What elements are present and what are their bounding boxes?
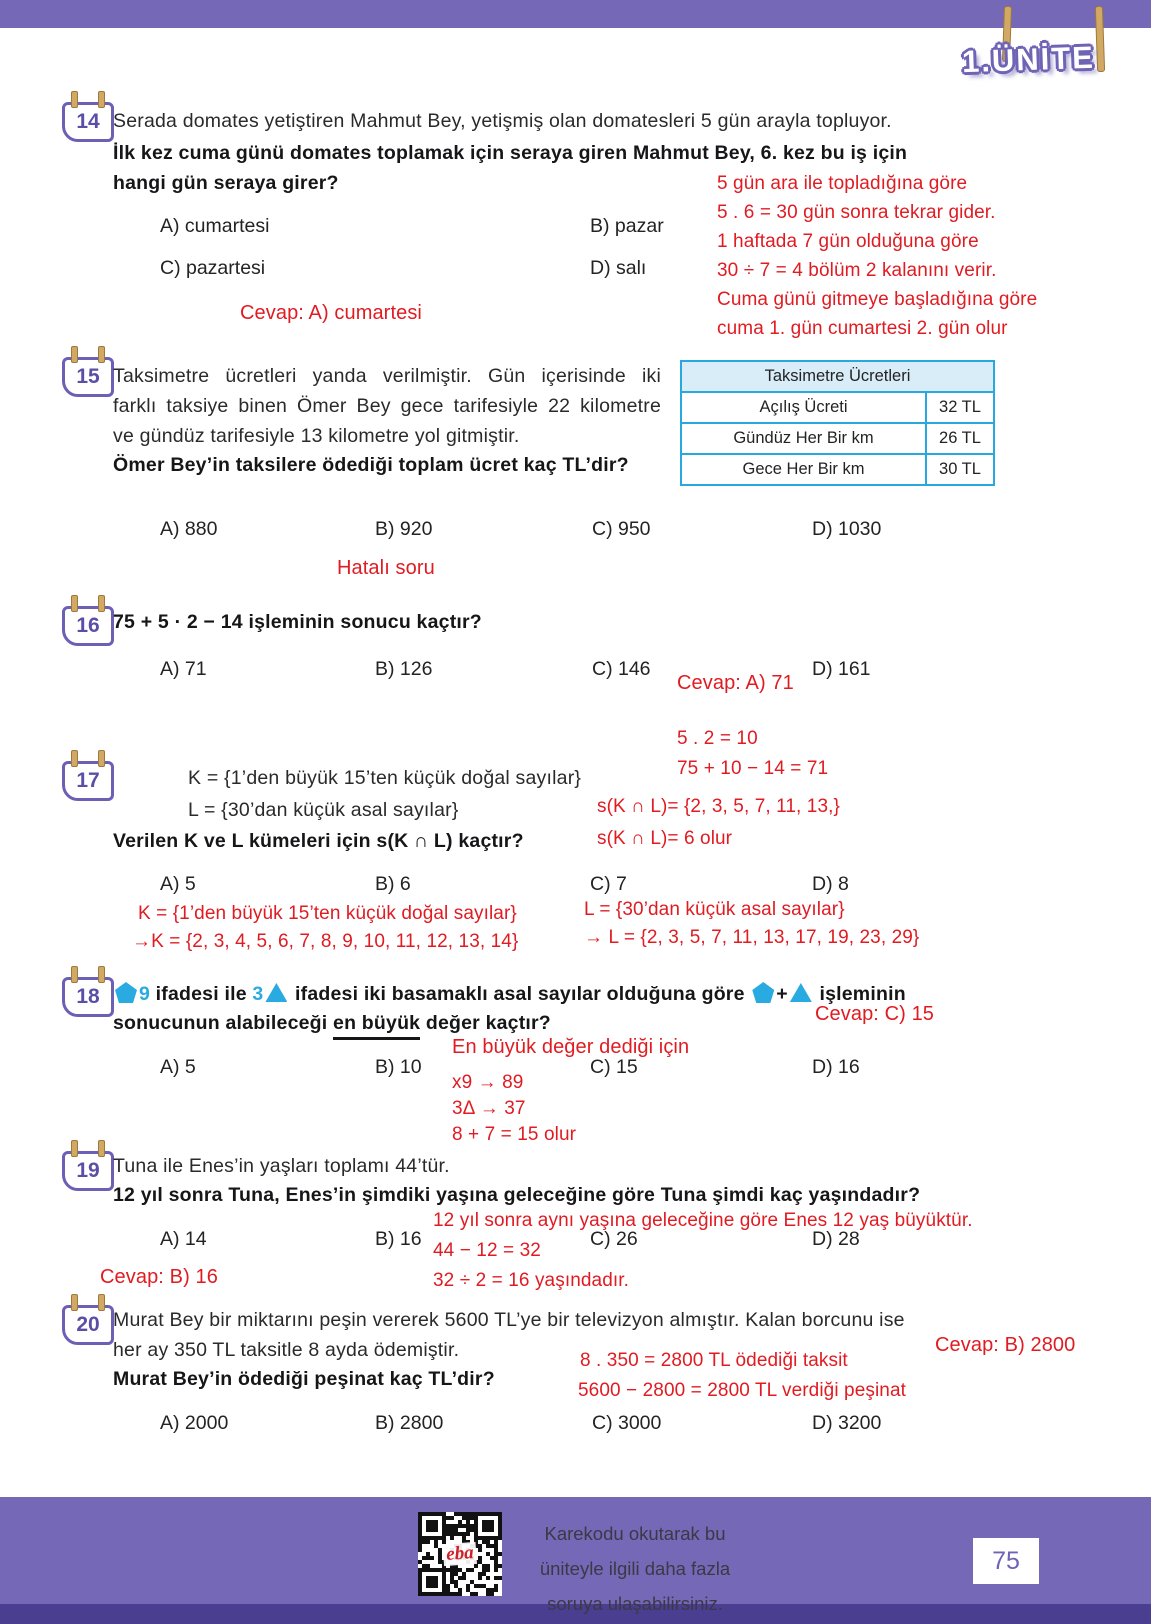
option-d: D) 28 bbox=[812, 1228, 860, 1250]
solution-note: En büyük değer dediği için bbox=[452, 1036, 690, 1058]
option-d: D) 1030 bbox=[812, 518, 882, 540]
question-15-number-badge bbox=[62, 357, 114, 397]
answer-note: Cevap: B) 2800 bbox=[935, 1334, 1076, 1356]
option-b: B) 16 bbox=[375, 1228, 422, 1250]
question-14-text-bold: hangi gün seraya girer? bbox=[113, 172, 339, 194]
solution-note: 75 + 10 − 14 = 71 bbox=[677, 758, 829, 779]
question-15-text-bold: Ömer Bey’in taksilere ödediği toplam ücret kaç TL’dir? bbox=[113, 454, 629, 476]
solution-note: 44 − 12 = 32 bbox=[433, 1240, 541, 1261]
question-number: 20 bbox=[76, 1313, 100, 1336]
solution-note: 5 gün ara ile topladığına göre bbox=[717, 173, 968, 194]
question-19-text-bold: 12 yıl sonra Tuna, Enes’in şimdiki yaşına geleceğine göre Tuna şimdi kaç yaşındadır? bbox=[113, 1184, 921, 1206]
question-17-text-bold: Verilen K ve L kümeleri için s(K ∩ L) kaçtır? bbox=[113, 830, 524, 852]
solution-note: s(K ∩ L)= 6 olur bbox=[597, 828, 733, 849]
option-c: C) 7 bbox=[590, 873, 627, 895]
blue-digit: 3 bbox=[252, 983, 264, 1005]
page-number: 75 bbox=[973, 1538, 1039, 1584]
eba-logo: eba bbox=[443, 1542, 478, 1566]
question-16-number-badge bbox=[62, 606, 114, 646]
question-15-text: Taksimetre ücretleri yanda verilmiştir. Gün içerisinde iki bbox=[113, 365, 661, 387]
pin-icon bbox=[98, 346, 105, 363]
pin-icon bbox=[71, 595, 78, 612]
question-14-text-bold: İlk kez cuma günü domates toplamak için seraya giren Mahmut Bey, 6. kez bu iş için bbox=[113, 142, 908, 164]
pin-icon bbox=[71, 750, 78, 767]
set-l-definition: L = {30’dan küçük asal sayılar} bbox=[188, 799, 459, 821]
question-17-number-badge bbox=[62, 761, 114, 801]
pin-icon bbox=[98, 750, 105, 767]
table-row bbox=[682, 422, 993, 453]
top-purple-bar bbox=[0, 0, 1151, 28]
option-b: B) 10 bbox=[375, 1056, 422, 1078]
question-18-text: değer kaçtır? bbox=[420, 1012, 551, 1034]
option-a: A) 880 bbox=[160, 518, 218, 540]
option-d: D) salı bbox=[590, 257, 647, 279]
option-c: C) 3000 bbox=[592, 1412, 662, 1434]
solution-note: x9 → 89 bbox=[452, 1072, 524, 1093]
pin-icon bbox=[98, 91, 105, 108]
option-a: A) 14 bbox=[160, 1228, 207, 1250]
question-16-text-bold: 75 + 5 · 2 − 14 işleminin sonucu kaçtır? bbox=[113, 611, 482, 633]
faulty-question-note: Hatalı soru bbox=[337, 557, 435, 579]
question-20-text: her ay 350 TL taksitle 8 ayda ödemiştir. bbox=[113, 1339, 460, 1361]
pentagon-icon bbox=[115, 982, 137, 1003]
table-cell-label: Açılış Ücreti bbox=[759, 398, 848, 416]
question-number: 14 bbox=[76, 110, 100, 133]
plus-sign: + bbox=[776, 983, 788, 1005]
table-cell-value: 26 TL bbox=[925, 424, 993, 453]
pin-icon bbox=[98, 595, 105, 612]
option-d: D) 3200 bbox=[812, 1412, 882, 1434]
option-b: B) 6 bbox=[375, 873, 411, 895]
qr-caption bbox=[518, 1516, 752, 1621]
answer-note: Cevap: C) 15 bbox=[815, 1003, 935, 1025]
option-b: B) 126 bbox=[375, 658, 433, 680]
option-b: B) 920 bbox=[375, 518, 433, 540]
solution-note: cuma 1. gün cumartesi 2. gün olur bbox=[717, 318, 1008, 339]
option-c: C) 26 bbox=[590, 1228, 638, 1250]
pin-icon bbox=[98, 1294, 105, 1311]
question-20-text: Murat Bey bir miktarını peşin vererek 5600 TL’ye bir televizyon almıştır. Kalan borcunu ise bbox=[113, 1309, 905, 1331]
question-19-number-badge bbox=[62, 1151, 114, 1191]
option-c: C) pazartesi bbox=[160, 257, 266, 279]
triangle-icon bbox=[265, 983, 287, 1002]
option-a: A) 5 bbox=[160, 873, 196, 895]
solution-note: Cuma günü gitmeye başladığına göre bbox=[717, 289, 1038, 310]
table-title: Taksimetre Ücretleri bbox=[682, 362, 993, 391]
option-c: C) 146 bbox=[592, 658, 651, 680]
option-c: C) 950 bbox=[592, 518, 651, 540]
table-cell-label: Gündüz Her Bir km bbox=[733, 429, 874, 447]
solution-note: 12 yıl sonra aynı yaşına geleceğine göre Enes 12 yaş büyüktür. bbox=[433, 1210, 973, 1231]
question-18-text: ifadesi ile bbox=[150, 983, 253, 1005]
solution-note: K = {1’den büyük 15’ten küçük doğal sayılar} bbox=[138, 903, 517, 924]
answer-note: Cevap: A) cumartesi bbox=[240, 302, 422, 324]
table-row bbox=[682, 391, 993, 422]
solution-note: 30 ÷ 7 = 4 bölüm 2 kalanını verir. bbox=[717, 260, 997, 281]
question-14-text: Serada domates yetiştiren Mahmut Bey, yetişmiş olan domatesleri 5 gün arayla topluyor. bbox=[113, 110, 892, 132]
solution-note: 8 + 7 = 15 olur bbox=[452, 1124, 577, 1145]
question-19-text: Tuna ile Enes’in yaşları toplamı 44’tür. bbox=[113, 1155, 450, 1177]
option-a: A) cumartesi bbox=[160, 215, 270, 237]
option-b: B) pazar bbox=[590, 215, 664, 237]
pin-icon bbox=[71, 91, 78, 108]
option-d: D) 161 bbox=[812, 658, 871, 680]
table-cell-label: Gece Her Bir km bbox=[742, 460, 865, 478]
option-a: A) 5 bbox=[160, 1056, 196, 1078]
table-cell-value: 32 TL bbox=[925, 393, 993, 422]
blue-digit: 9 bbox=[139, 983, 151, 1005]
option-d: D) 16 bbox=[812, 1056, 860, 1078]
answer-note: Cevap: B) 16 bbox=[100, 1266, 218, 1288]
table-row bbox=[682, 453, 993, 484]
question-number: 18 bbox=[76, 985, 100, 1008]
qr-code bbox=[418, 1512, 502, 1596]
pin-icon bbox=[71, 966, 78, 983]
option-b: B) 2800 bbox=[375, 1412, 444, 1434]
solution-note: 8 . 350 = 2800 TL ödediği taksit bbox=[580, 1350, 848, 1371]
solution-note: →K = {2, 3, 4, 5, 6, 7, 8, 9, 10, 11, 12, 13, 14} bbox=[132, 931, 519, 952]
pin-icon bbox=[71, 346, 78, 363]
question-number: 19 bbox=[76, 1159, 100, 1182]
question-15-text: farklı taksiye binen Ömer Bey gece tarifesiyle 22 kilometre bbox=[113, 395, 661, 417]
option-c: C) 15 bbox=[590, 1056, 638, 1078]
question-18-text: işleminin bbox=[813, 983, 906, 1005]
option-a: A) 2000 bbox=[160, 1412, 229, 1434]
question-15-text: ve gündüz tarifesiyle 13 kilometre yol gitmiştir. bbox=[113, 425, 520, 447]
qr-caption-line: üniteyle ilgili daha fazla bbox=[539, 1558, 731, 1579]
pin-icon bbox=[71, 1140, 78, 1157]
question-20-text-bold: Murat Bey’in ödediği peşinat kaç TL’dir? bbox=[113, 1368, 495, 1390]
answer-note: Cevap: A) 71 bbox=[677, 672, 794, 694]
question-20-number-badge bbox=[62, 1305, 114, 1345]
pin-icon bbox=[98, 966, 105, 983]
question-18-text: sonucunun alabileceği bbox=[113, 1012, 334, 1034]
qr-caption-line: Karekodu okutarak bu bbox=[544, 1523, 726, 1544]
pentagon-icon bbox=[752, 982, 774, 1003]
solution-note: 5600 − 2800 = 2800 TL verdiği peşinat bbox=[578, 1380, 907, 1401]
question-number: 16 bbox=[76, 614, 100, 637]
underlined-text: en büyük bbox=[333, 1012, 420, 1040]
taximeter-fees-table bbox=[680, 360, 995, 486]
solution-note: L = {30’dan küçük asal sayılar} bbox=[584, 899, 845, 920]
solution-note: 32 ÷ 2 = 16 yaşındadır. bbox=[433, 1270, 630, 1291]
table-cell-value: 30 TL bbox=[925, 455, 993, 484]
triangle-icon bbox=[790, 983, 812, 1002]
solution-note: 5 . 2 = 10 bbox=[677, 728, 758, 749]
pin-icon bbox=[71, 1294, 78, 1311]
solution-note: 5 . 6 = 30 gün sonra tekrar gider. bbox=[717, 202, 996, 223]
question-18-number-badge bbox=[62, 977, 114, 1017]
solution-note: s(K ∩ L)= {2, 3, 5, 7, 11, 13,} bbox=[597, 796, 840, 817]
solution-note: 3Δ → 37 bbox=[452, 1098, 526, 1119]
pin-icon bbox=[98, 1140, 105, 1157]
unit-badge: 1.ÜNİTE bbox=[961, 39, 1096, 80]
solution-note: → L = {2, 3, 5, 7, 11, 13, 17, 19, 23, 29} bbox=[584, 927, 920, 948]
qr-caption-line: soruya ulaşabilirsiniz. bbox=[547, 1593, 723, 1614]
set-k-definition: K = {1’den büyük 15’ten küçük doğal sayılar} bbox=[188, 767, 582, 789]
question-18-text: ifadesi iki basamaklı asal sayılar olduğuna göre bbox=[289, 983, 751, 1005]
option-a: A) 71 bbox=[160, 658, 207, 680]
option-d: D) 8 bbox=[812, 873, 849, 895]
question-number: 15 bbox=[76, 365, 100, 388]
solution-note: 1 haftada 7 gün olduğuna göre bbox=[717, 231, 979, 252]
question-14-number-badge bbox=[62, 102, 114, 142]
question-number: 17 bbox=[76, 769, 100, 792]
